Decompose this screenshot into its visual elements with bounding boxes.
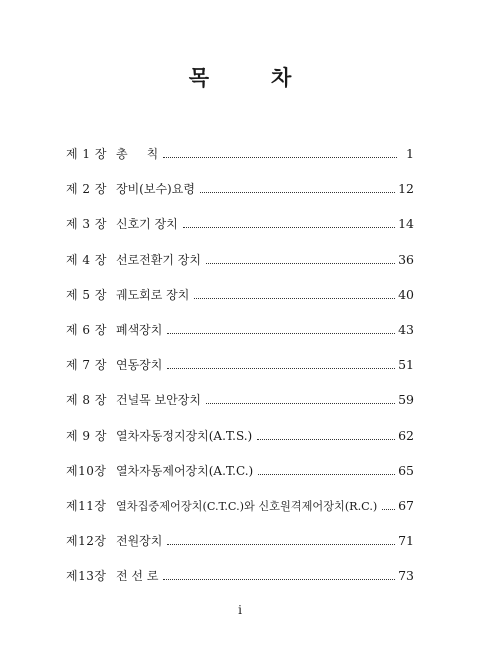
page-title-part1: 목 bbox=[188, 65, 209, 90]
dot-leader bbox=[194, 298, 395, 299]
dot-leader bbox=[163, 579, 395, 580]
dot-leader bbox=[163, 157, 397, 158]
toc-entry-10 bbox=[66, 462, 414, 497]
page-number: 62 bbox=[398, 427, 414, 443]
page-number: 73 bbox=[398, 568, 414, 584]
chapter-number: 제 5 장 bbox=[66, 287, 107, 302]
chapter-number: 제 4 장 bbox=[66, 252, 107, 267]
chapter-title: 총 칙 bbox=[116, 147, 159, 161]
dot-leader bbox=[167, 333, 395, 334]
footer-page-number: i bbox=[238, 603, 242, 617]
dot-leader bbox=[258, 474, 395, 475]
chapter-number: 제 1 장 bbox=[66, 147, 107, 161]
chapter-title: 열차자동정지장치(A.T.S.) bbox=[116, 428, 253, 443]
page-number: 14 bbox=[398, 216, 414, 232]
chapter-number: 제 9 장 bbox=[66, 428, 107, 443]
page-number: 67 bbox=[398, 497, 414, 513]
page-number: 51 bbox=[398, 357, 414, 373]
chapter-title: 폐색장치 bbox=[116, 322, 163, 337]
chapter-title: 연동장치 bbox=[116, 358, 163, 373]
page-title-part2: 차 bbox=[271, 65, 292, 90]
chapter-number: 제 7 장 bbox=[66, 358, 107, 373]
table-of-contents bbox=[66, 145, 414, 602]
chapter-title: 건널목 보안장치 bbox=[116, 393, 201, 408]
toc-entry-1 bbox=[66, 145, 414, 180]
chapter-number: 제 8 장 bbox=[66, 393, 107, 408]
dot-leader bbox=[382, 509, 395, 510]
chapter-title: 열차자동제어장치(A.T.C.) bbox=[116, 463, 254, 478]
chapter-title: 전 선 로 bbox=[116, 569, 159, 584]
toc-entry-5 bbox=[66, 286, 414, 321]
chapter-title: 궤도회로 장치 bbox=[116, 287, 190, 302]
chapter-number: 제 2 장 bbox=[66, 182, 107, 197]
chapter-title: 전원장치 bbox=[116, 534, 163, 549]
toc-entry-7 bbox=[66, 356, 414, 391]
toc-entry-11 bbox=[66, 497, 414, 532]
toc-entry-9 bbox=[66, 427, 414, 462]
chapter-number: 제 6 장 bbox=[66, 322, 107, 337]
dot-leader bbox=[183, 227, 395, 228]
page-number: 71 bbox=[398, 533, 414, 549]
toc-entry-12 bbox=[66, 532, 414, 567]
page-number: 12 bbox=[398, 181, 414, 197]
chapter-number: 제10장 bbox=[66, 463, 107, 478]
page-number: 65 bbox=[398, 462, 414, 478]
page-number: 1 bbox=[406, 146, 414, 161]
chapter-title: 열차집중제어장치(C.T.C.)와 신호원격제어장치(R.C.) bbox=[116, 499, 378, 513]
page-number: 36 bbox=[398, 251, 414, 267]
dot-leader bbox=[206, 263, 395, 264]
toc-entry-6 bbox=[66, 321, 414, 356]
dot-leader bbox=[257, 439, 395, 440]
chapter-number: 제12장 bbox=[66, 534, 107, 549]
dot-leader bbox=[167, 368, 395, 369]
page-number: 59 bbox=[398, 392, 414, 408]
page-title bbox=[0, 62, 480, 92]
chapter-number: 제 3 장 bbox=[66, 217, 107, 232]
toc-entry-13 bbox=[66, 567, 414, 602]
dot-leader bbox=[206, 403, 395, 404]
chapter-title: 신호기 장치 bbox=[116, 217, 178, 232]
toc-entry-2 bbox=[66, 180, 414, 215]
toc-entry-4 bbox=[66, 251, 414, 286]
chapter-title: 장비(보수)요령 bbox=[116, 182, 195, 197]
dot-leader bbox=[200, 192, 395, 193]
page-number: 43 bbox=[398, 321, 414, 337]
page-number: 40 bbox=[398, 286, 414, 302]
chapter-number: 제13장 bbox=[66, 569, 107, 584]
chapter-title: 선로전환기 장치 bbox=[116, 252, 201, 267]
toc-entry-8 bbox=[66, 391, 414, 426]
toc-entry-3 bbox=[66, 215, 414, 250]
dot-leader bbox=[167, 544, 395, 545]
chapter-number: 제11장 bbox=[66, 498, 107, 513]
